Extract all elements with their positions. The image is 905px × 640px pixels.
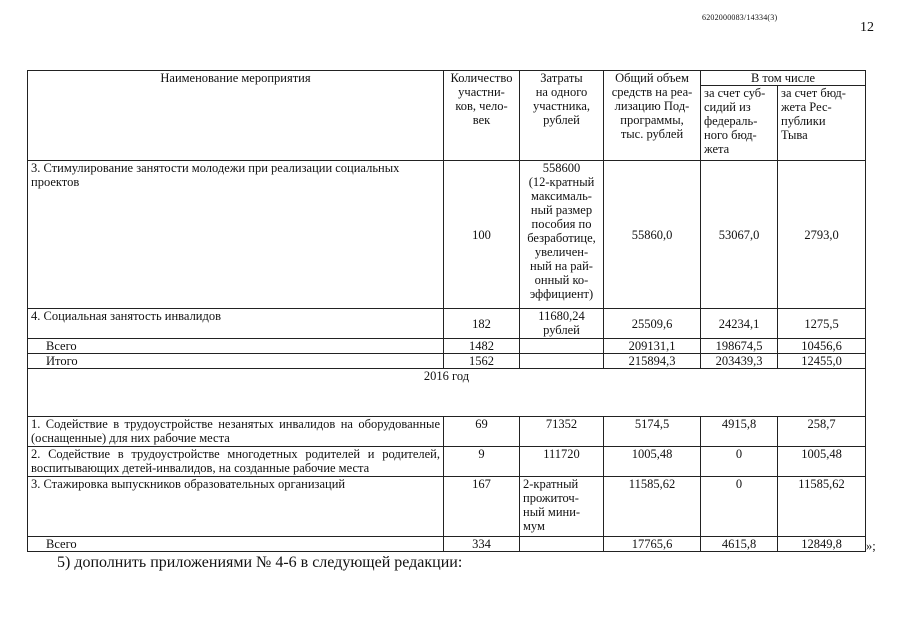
cost-line: 11680,24 xyxy=(538,309,585,323)
subtotal-republic: 12849,8 xyxy=(778,537,866,552)
budget-table xyxy=(27,70,866,552)
row-cost xyxy=(520,477,604,537)
row-count: 9 xyxy=(444,447,520,477)
row-count: 182 xyxy=(444,309,520,339)
table-row xyxy=(28,417,866,447)
row-total: 25509,6 xyxy=(604,309,701,339)
cost-line: пособия по xyxy=(531,217,592,231)
cost-line: мум xyxy=(523,519,545,533)
row-republic: 1005,48 xyxy=(778,447,866,477)
grand-total-total: 215894,3 xyxy=(604,354,701,369)
row-federal: 24234,1 xyxy=(701,309,778,339)
table-row xyxy=(28,161,866,309)
row-count: 69 xyxy=(444,417,520,447)
closing-quote-mark: »; xyxy=(866,539,876,553)
table-row xyxy=(28,447,866,477)
row-federal: 0 xyxy=(701,447,778,477)
header-federal-line: жета xyxy=(704,142,730,156)
subtotal-count: 334 xyxy=(444,537,520,552)
row-cost xyxy=(520,161,604,309)
document-code: 6202000083/14334(3) xyxy=(702,13,778,22)
page-number: 12 xyxy=(860,20,874,35)
grand-total-label: Итого xyxy=(28,354,444,369)
row-republic: 1275,5 xyxy=(778,309,866,339)
header-total xyxy=(604,71,701,161)
header-republic xyxy=(778,86,866,161)
subtotal-row xyxy=(28,339,866,354)
row-name: 3. Стажировка выпускников образовательных организаций xyxy=(28,477,444,537)
cost-line: прожиточ- xyxy=(523,491,579,505)
subtotal-cost xyxy=(520,537,604,552)
header-total-line: лизацию Под- xyxy=(614,99,690,113)
grand-total-count: 1562 xyxy=(444,354,520,369)
row-total: 55860,0 xyxy=(604,161,701,309)
row-name: 2. Содействие в трудоустройстве многодетных родителей и родителей, воспитывающих детей-инвалидов, на созданные рабочие места xyxy=(28,447,444,477)
header-including: В том числе xyxy=(701,71,866,86)
header-federal-line: за счет суб- xyxy=(704,86,766,100)
cost-line: увеличен- xyxy=(534,245,589,259)
subtotal-label: Всего xyxy=(28,339,444,354)
grand-total-row xyxy=(28,354,866,369)
header-republic-line: жета Рес- xyxy=(781,100,832,114)
header-total-line: Общий объем xyxy=(615,71,689,85)
header-total-line: тыс. рублей xyxy=(620,127,684,141)
cost-line: 558600 xyxy=(542,161,581,175)
header-cost-line: на одного xyxy=(535,85,588,99)
amendment-text: 5) дополнить приложениями № 4-6 в следующей редакции: xyxy=(57,554,463,571)
cost-line: эффициент) xyxy=(529,287,594,301)
header-federal xyxy=(701,86,778,161)
header-total-line: средств на реа- xyxy=(611,85,693,99)
header-federal-line: сидий из xyxy=(704,100,751,114)
cost-line: безработице, xyxy=(527,231,596,245)
cost-line: онный ко- xyxy=(534,273,589,287)
header-cost-line: участника, xyxy=(532,99,591,113)
header-name: Наименование мероприятия xyxy=(28,71,444,161)
header-cost-line: Затраты xyxy=(540,71,583,85)
row-total: 11585,62 xyxy=(604,477,701,537)
cost-line: (12-кратный xyxy=(528,175,595,189)
row-federal: 53067,0 xyxy=(701,161,778,309)
row-cost xyxy=(520,417,604,447)
row-federal: 0 xyxy=(701,477,778,537)
header-row-1 xyxy=(28,71,866,86)
table-row xyxy=(28,477,866,537)
cost-line: максималь- xyxy=(531,189,592,203)
header-republic-line: Тыва xyxy=(781,128,808,142)
row-republic: 2793,0 xyxy=(778,161,866,309)
cost-line: ный на рай- xyxy=(530,259,593,273)
cost-line: ный мини- xyxy=(523,505,581,519)
row-total: 1005,48 xyxy=(604,447,701,477)
row-count: 167 xyxy=(444,477,520,537)
header-federal-line: ного бюд- xyxy=(704,128,757,142)
table-row xyxy=(28,309,866,339)
row-cost xyxy=(520,447,604,477)
subtotal-count: 1482 xyxy=(444,339,520,354)
cost-line: 2-кратный xyxy=(523,477,579,491)
row-total: 5174,5 xyxy=(604,417,701,447)
cost-line: ный размер xyxy=(530,203,593,217)
row-republic: 258,7 xyxy=(778,417,866,447)
grand-total-cost xyxy=(520,354,604,369)
header-republic-line: публики xyxy=(781,114,826,128)
year-row xyxy=(28,369,866,417)
grand-total-federal: 203439,3 xyxy=(701,354,778,369)
row-name: 4. Социальная занятость инвалидов xyxy=(28,309,444,339)
row-count: 100 xyxy=(444,161,520,309)
row-federal: 4915,8 xyxy=(701,417,778,447)
row-name: 3. Стимулирование занятости молодежи при реализации социальных проектов xyxy=(28,161,444,309)
header-cost-line: рублей xyxy=(543,113,580,127)
cost-line: 71352 xyxy=(545,417,578,431)
header-count-line: участни- xyxy=(458,85,505,99)
subtotal-federal: 4615,8 xyxy=(701,537,778,552)
header-republic-line: за счет бюд- xyxy=(781,86,846,100)
row-name: 1. Содействие в трудоустройстве незанятых инвалидов на оборудованные (оснащенные) для них рабочие места xyxy=(28,417,444,447)
header-total-line: программы, xyxy=(620,113,684,127)
header-federal-line: федераль- xyxy=(704,114,758,128)
header-count-line: ков, чело- xyxy=(455,99,508,113)
row-cost xyxy=(520,309,604,339)
row-republic: 11585,62 xyxy=(778,477,866,537)
grand-total-republic: 12455,0 xyxy=(778,354,866,369)
header-count xyxy=(444,71,520,161)
subtotal-row xyxy=(28,537,866,552)
subtotal-cost xyxy=(520,339,604,354)
subtotal-republic: 10456,6 xyxy=(778,339,866,354)
header-cost xyxy=(520,71,604,161)
cost-line: рублей xyxy=(543,323,580,337)
subtotal-total: 17765,6 xyxy=(604,537,701,552)
header-count-line: Количество xyxy=(450,71,513,85)
header-count-line: век xyxy=(472,113,491,127)
cost-line: 111720 xyxy=(543,447,580,461)
year-label: 2016 год xyxy=(28,369,866,417)
subtotal-federal: 198674,5 xyxy=(701,339,778,354)
subtotal-total: 209131,1 xyxy=(604,339,701,354)
subtotal-label: Всего xyxy=(28,537,444,552)
